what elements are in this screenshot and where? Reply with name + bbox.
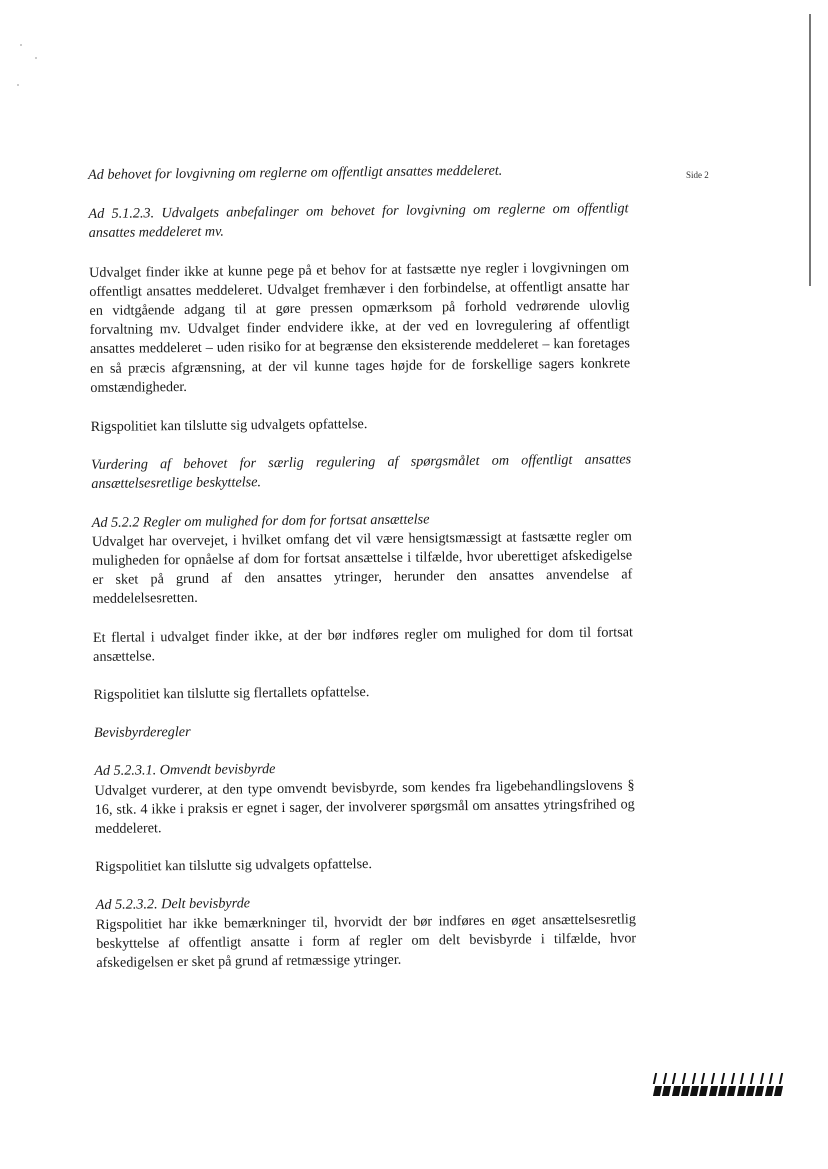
heading-vurdering: Vurdering af behovet for særlig regulering af spørgsmålet om offentligt ansattes ansættelsesretlige beskyttelse. <box>91 451 632 493</box>
paragraph-flertal: Et flertal i udvalget finder ikke, at der bør indføres regler om mulighed for dom til fortsat ansættelse. <box>92 623 633 665</box>
heading-5-2-2: Ad 5.2.2 Regler om mulighed for dom for fortsat ansættelse <box>91 511 430 531</box>
paragraph-rigspolitiet-2: Rigspolitiet kan tilslutte sig flertallets opfattelse. <box>93 684 370 704</box>
paragraph-rigspolitiet-4: Rigspolitiet har ikke bemærkninger til, hvorvidt der bør indføres en øget ansættelsesretlig beskyttelse af offentligt ansatte i form af regler om delt bevisbyrde i tilfælde, hvor afskedigelsen er sket på grund af retmæssige ytringer. <box>95 910 637 972</box>
heading-5-2-3-1: Ad 5.2.3.1. Omvendt bevisbyrde <box>94 761 276 780</box>
heading-behov-lovgivning: Ad behovet for lovgivning om reglerne om offentligt ansattes meddeleret. <box>88 162 503 183</box>
paragraph-udvalget-meddeleret: Udvalget finder ikke at kunne pege på et behov for at fastsætte nye regler i lovgivningen om offentligt ansattes meddeleret. Udvalget fremhæver i den forbindelse, at offentligt ansatte har en vidtgående adgang til at gøre pressen opmærksom på forhold vedrørende ulovlig forvaltning mv. Udvalget finder endvidere ikke, at der ved en lovregulering af offentligt ansattes meddeleret – uden risiko for at begrænse den eksisterende meddeleret – kan foretages en så præcis afgrænsning, at der vil kunne tages højde for de forskellige sagers konkrete omstændigheder. <box>89 258 631 396</box>
heading-5-1-2-3: Ad 5.1.2.3. Udvalgets anbefalinger om behovet for lovgivning om reglerne om offentligt ansattes meddeleret mv. <box>88 200 629 242</box>
scan-speck <box>35 57 37 59</box>
barcode-top-row <box>653 1073 783 1084</box>
scan-edge-line <box>809 14 811 286</box>
paragraph-rigspolitiet-3: Rigspolitiet kan tilslutte sig udvalgets opfattelse. <box>95 856 373 876</box>
barcode <box>654 1073 782 1096</box>
paragraph-udvalget-bevisbyrde: Udvalget vurderer, at den type omvendt bevisbyrde, som kendes fra ligebehandlingslovens § 16, stk. 4 ikke i praksis er egnet i sager, der involverer spørgsmål om ansattes ytringsfrihed og meddeleret. <box>94 776 635 838</box>
page-number: Side 2 <box>686 170 709 180</box>
scan-speck <box>17 84 19 86</box>
document-body <box>88 160 636 973</box>
barcode-bottom-row <box>653 1086 783 1096</box>
paragraph-udvalget-dom: Udvalget har overvejet, i hvilket omfang det vil være hensigtsmæssigt at fastsætte regler om muligheden for opnåelse af dom for fortsat ansættelse i tilfælde, hvor uberettiget afskedigelse er sket på grund af den ansattes ytringer, herunder den ansattes anvendelse af meddelelsesretten. <box>91 528 633 608</box>
paragraph-rigspolitiet-1: Rigspolitiet kan tilslutte sig udvalgets opfattelse. <box>90 416 368 436</box>
heading-5-2-3-2: Ad 5.2.3.2. Delt bevisbyrde <box>95 895 251 914</box>
scan-speck <box>20 44 22 46</box>
heading-bevisbyrderegler: Bevisbyrderegler <box>93 724 191 742</box>
